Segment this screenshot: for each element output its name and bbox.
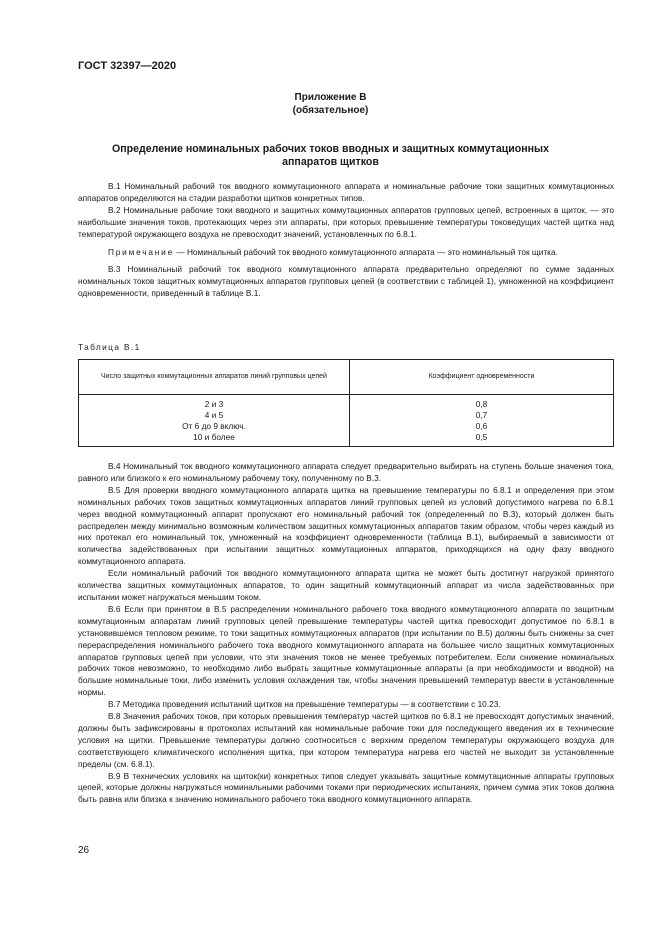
table-caption: Таблица В.1 xyxy=(78,342,141,352)
paragraph-b6: В.6 Если при принятом в В.5 распределении номинального рабочего тока вводного коммутационного аппарата по защитным коммутационным аппаратам линий групповых цепей превышение температуры частей щитка превосходит допустимое по 6.8.1 в установившемся тепловом режиме, то токи защитных коммутационных аппаратов (при испытании по В.5) должны быть снижены за счет перераспределения номинального рабочего тока вводного коммутационного аппарата на большее число защитных коммутационных аппаратов групповых цепей при условии, что эти значения токов не менее требуемых потребителем. Если снижение номинальных рабочих токов невозможно, то необходимо либо выбрать защитные коммутационные аппараты (а при необходимости и вводной) на большие номинальные токи, либо изменить условия охлаждения так, чтобы значения превышений температур ввести в установленные нормы. xyxy=(78,603,614,698)
section-title-line-1: Определение номинальных рабочих токов вводных и защитных коммутационных xyxy=(112,143,549,155)
paragraph-b5-continued: Если номинальный рабочий ток вводного коммутационного аппарата щитка не может быть достигнут нагрузкой принятого количества защитных коммутационных аппаратов, то один защитный коммутационный аппарат из числа задействованных при испытании может нагружаться меньшим током. xyxy=(78,568,614,602)
body-text-top xyxy=(78,181,614,300)
annex-status: (обязательное) xyxy=(292,105,369,116)
coefficient-table xyxy=(78,359,614,447)
table-cell-coefficient: 0,6 xyxy=(475,421,488,431)
note-paragraph xyxy=(78,247,614,259)
table-body-row xyxy=(79,395,614,447)
table-cell-count: 2 и 3 xyxy=(204,399,224,409)
table-cell-count: От 6 до 9 включ. xyxy=(182,421,246,431)
paragraph-b1: В.1 Номинальный рабочий ток вводного коммутационного аппарата и номинальные рабочие токи защитных коммутационных аппаратов определяются на стадии разработки щитков конкретных типов. xyxy=(78,181,614,203)
table-cell-count: 4 и 5 xyxy=(204,410,224,420)
body-text-bottom xyxy=(78,461,614,806)
table-count-column xyxy=(79,395,350,447)
table-header-coefficient: Коэффициент одновременности xyxy=(350,360,614,395)
paragraph-b7: В.7 Методика проведения испытаний щитков на превышение температуры — в соответствии с 10.23. xyxy=(108,699,501,710)
paragraph-b4: В.4 Номинальный ток вводного коммутационного аппарата следует предварительно выбирать на ступень больше значения тока, равного или близкого к его номинальному рабочему току, полученному по В.3. xyxy=(78,461,614,483)
document-header: ГОСТ 32397—2020 xyxy=(78,60,177,72)
table-header-count: Число защитных коммутационных аппаратов линий групповых цепей xyxy=(79,360,350,395)
annex-title: Приложение В xyxy=(294,92,367,103)
annex-heading xyxy=(0,91,661,117)
paragraph-b3: В.3 Номинальный рабочий ток вводного коммутационного аппарата предварительно определяют по сумме заданных номинальных токов защитных коммутационных аппаратов групповых цепей (в соответствии с таблицей 1), умноженной на коэффициент одновременности, приведенный в таблице В.1. xyxy=(78,264,614,299)
paragraph-b2: В.2 Номинальные рабочие токи вводного и защитных коммутационных аппаратов групповых цепей, встроенных в щиток, — это наибольшие значения токов, протекающих через эти аппараты, при которых превышение температуры токоведущих частей щитка над температурой окружающего воздуха не превосходит значений, установленных по 6.8.1. xyxy=(78,204,614,239)
paragraph-b5: В.5 Для проверки вводного коммутационного аппарата щитка на превышение температуры по 6.8.1 и определения при этом номинальных рабочих токов защитных коммутационных аппаратов линий групповых цепей из условий допустимого нагрева по 6.8.1 через вводной коммутационный аппарат пропускают его номинальный рабочий ток (определенный по В.3), который должен быть распределен между минимально возможным количеством защитных коммутационных аппаратов таким образом, чтобы через каждый из них протекал его номинальный ток, умноженный на коэффициент одновременности (таблица В.1), выбираемый в зависимости от количества задействованных при испытании защитных коммутационных аппаратов, приходящихся на одну фазу вводного коммутационного аппарата. xyxy=(78,484,614,567)
table-header-row xyxy=(79,360,614,395)
paragraph-b9: В.9 В технических условиях на щиток(ки) конкретных типов следует указывать защитные коммутационные аппараты групповых цепей, которые должны нагружаться номинальными рабочими токами при периодических испытаниях, причем сумма этих токов должна быть равна или близка к значению номинального рабочего тока вводного коммутационного аппарата. xyxy=(78,770,614,805)
paragraph-b8: В.8 Значения рабочих токов, при которых превышения температур частей щитков по 6.8.1 не превосходят допустимых значений, должны быть зафиксированы в протоколах испытаний как номинальные рабочие токи для последующего введения их в технические условия на щитки. Превышение температуры должно соотноситься с верхним пределом температуры окружающего воздуха для соответствующего климатического исполнения щитка, при котором температура нагрева его частей не выходит за установленные пределы (см. 6.8.1). xyxy=(78,711,614,769)
table-coefficient-column xyxy=(350,395,614,447)
page-number: 26 xyxy=(78,845,90,856)
table-cell-coefficient: 0,7 xyxy=(475,410,488,420)
section-title xyxy=(100,143,561,169)
table-cell-coefficient: 0,5 xyxy=(475,432,488,442)
section-title-line-2: аппаратов щитков xyxy=(282,156,379,168)
table-cell-coefficient: 0,8 xyxy=(475,399,488,409)
note-text: — Номинальный рабочий ток вводного коммутационного аппарата — это номинальный ток щитка. xyxy=(174,246,558,257)
table-cell-count: 10 и более xyxy=(193,432,235,442)
note-label: Примечание xyxy=(108,246,175,257)
